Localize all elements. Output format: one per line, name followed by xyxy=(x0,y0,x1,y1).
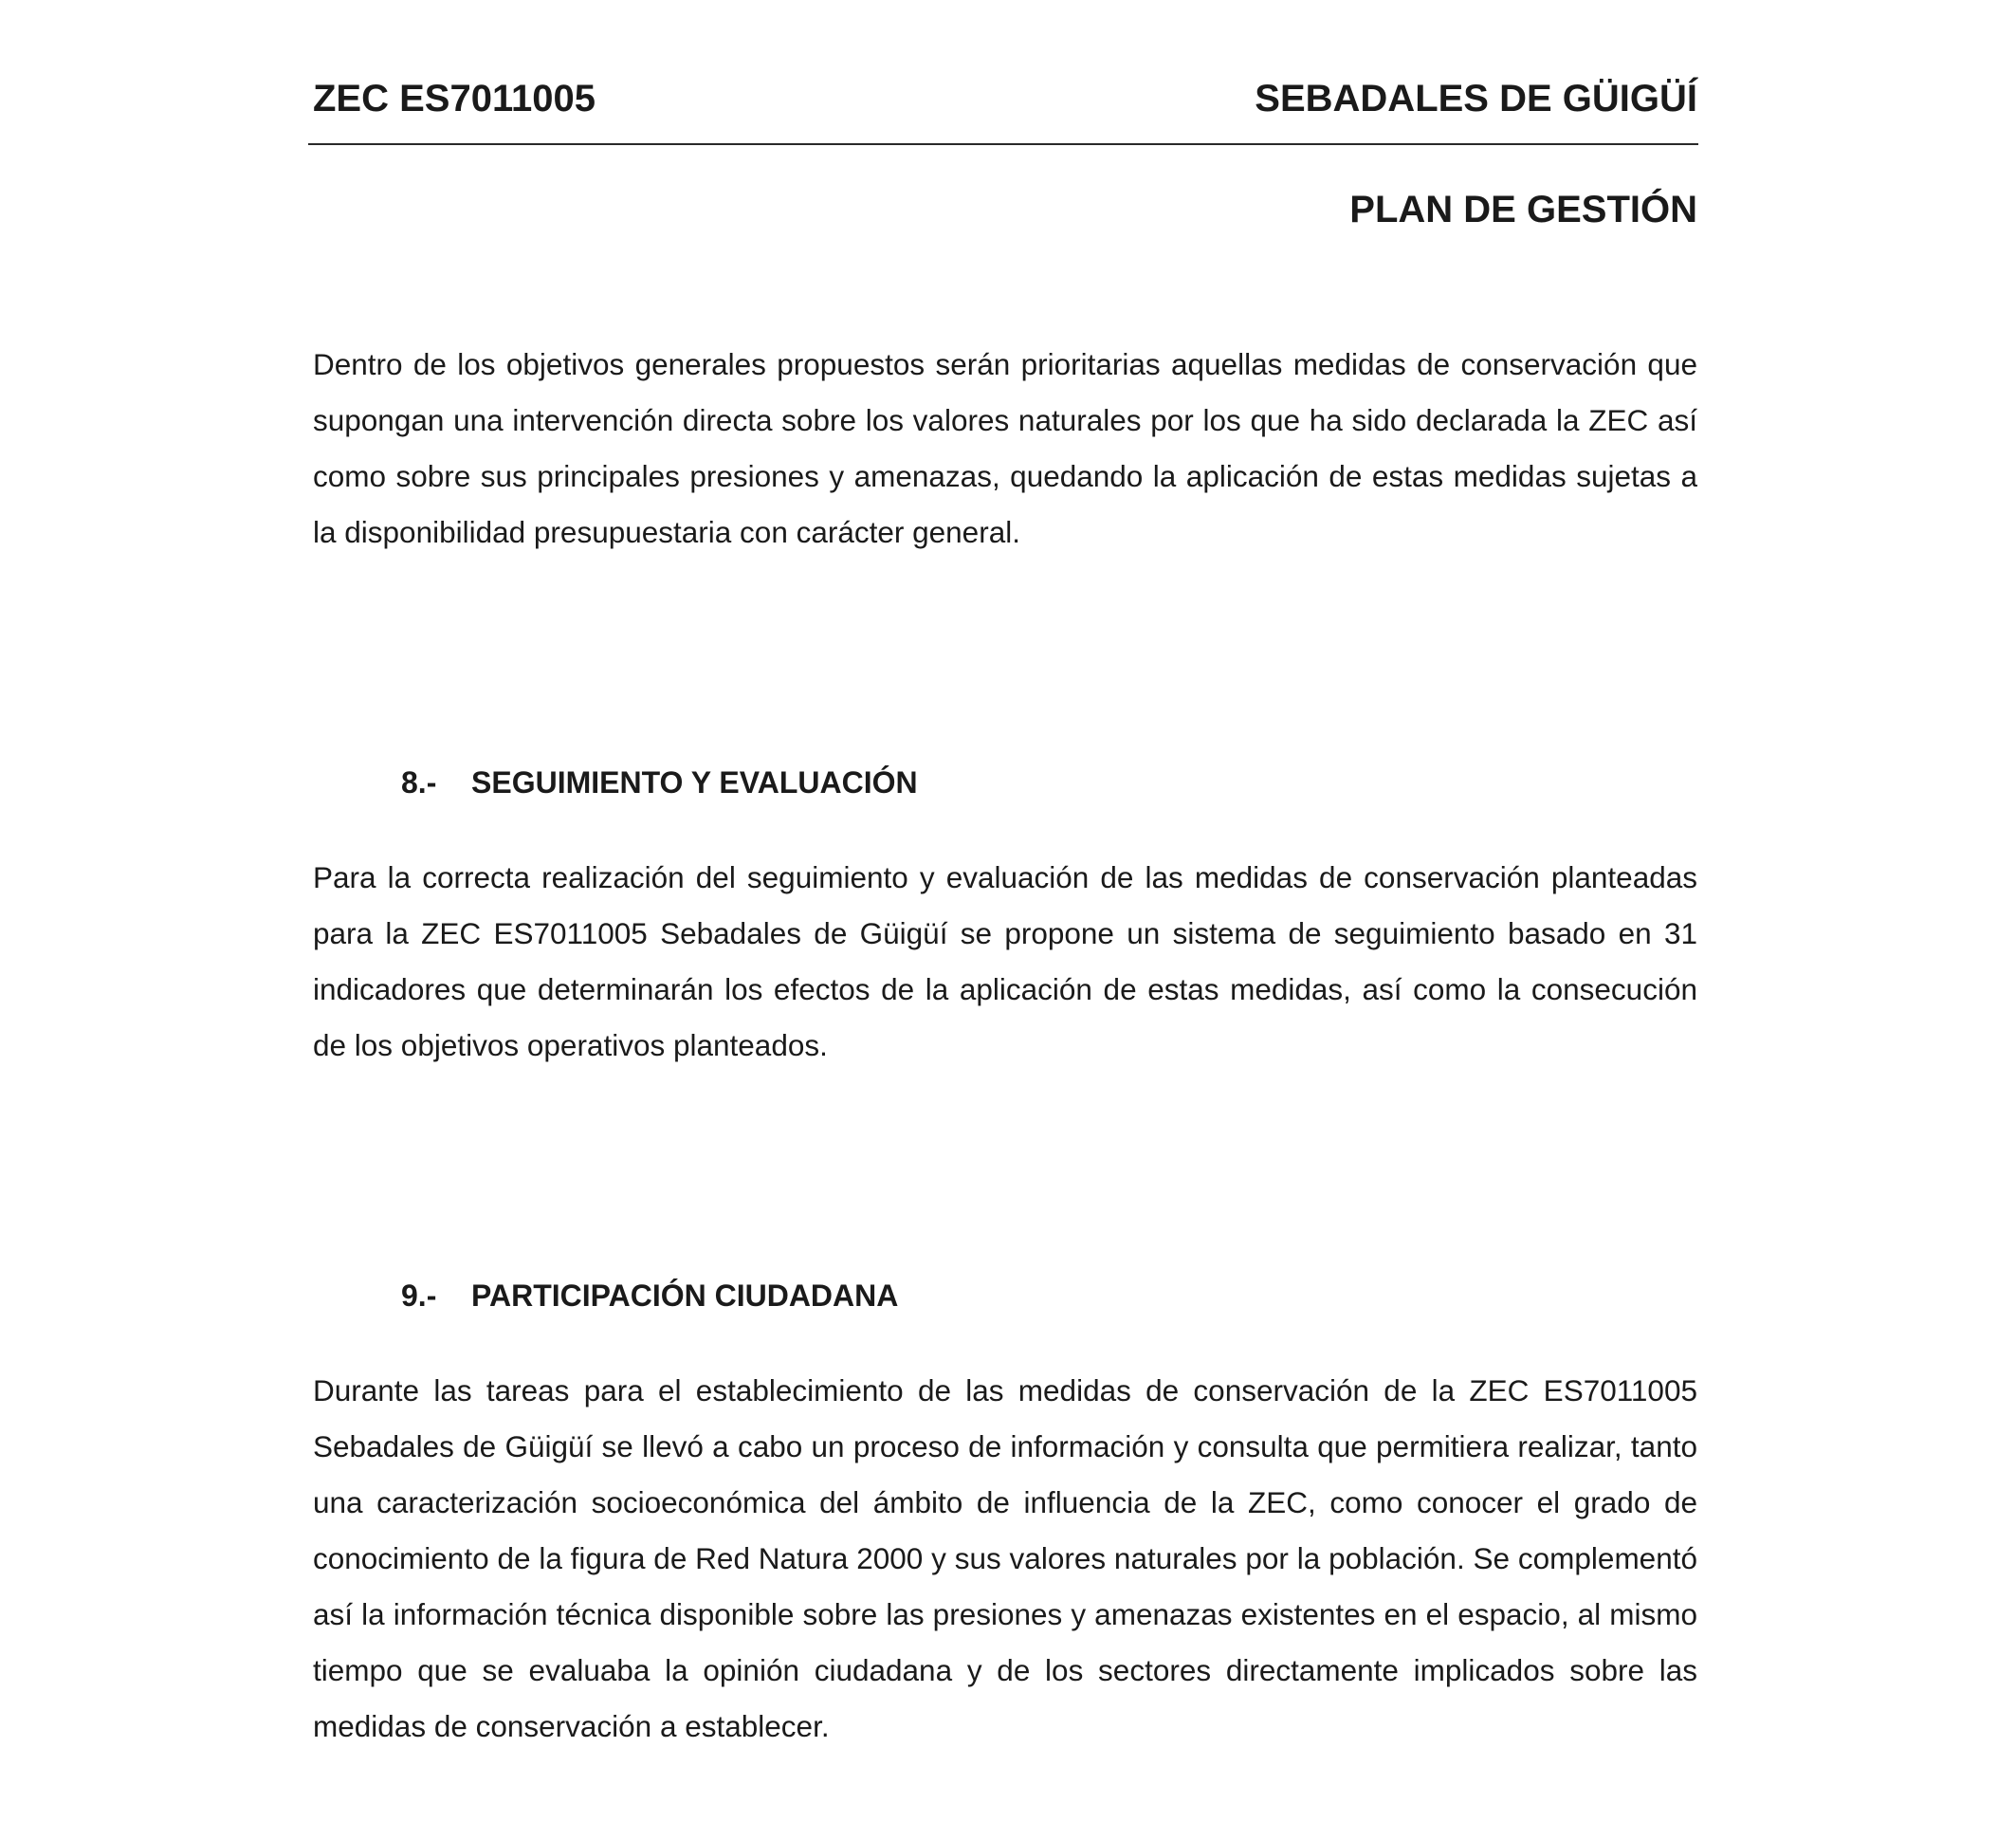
intro-paragraph: Dentro de los objetivos generales propuestos serán prioritarias aquellas medidas de conservación que supongan una intervención directa sobre los valores naturales por los que ha sido declarada la ZEC así como sobre sus principales presiones y amenazas, quedando la aplicación de estas medidas sujetas a la disponibilidad presupuestaria con carácter general. xyxy=(313,347,1697,549)
section-number: 9.- xyxy=(401,1278,437,1313)
section-title: PARTICIPACIÓN CIUDADANA xyxy=(471,1278,899,1313)
section-number: 8.- xyxy=(401,765,437,800)
section-heading-8 xyxy=(401,761,918,804)
section-8-paragraph: Para la correcta realización del seguimiento y evaluación de las medidas de conservación planteadas para la ZEC ES7011005 Sebadales de Güigüí se propone un sistema de seguimiento basado en 31 indicadores que determinarán los efectos de la aplicación de estas medidas, así como la consecución de los objetivos operativos planteados. xyxy=(313,860,1697,1062)
header-site-code: ZEC ES7011005 xyxy=(313,78,596,120)
document-subtitle: PLAN DE GESTIÓN xyxy=(1349,189,1697,230)
page-header xyxy=(313,72,1697,125)
section-heading-9 xyxy=(401,1274,898,1317)
section-title: SEGUIMIENTO Y EVALUACIÓN xyxy=(471,765,918,800)
header-divider xyxy=(308,143,1698,145)
section-9-paragraph: Durante las tareas para el establecimiento de las medidas de conservación de la ZEC ES7011005 Sebadales de Güigüí se llevó a cabo un proceso de información y consulta que permitiera realizar, tanto una caracterización socioeconómica del ámbito de influencia de la ZEC, como conocer el grado de conocimiento de la figura de Red Natura 2000 y sus valores naturales por la población. Se complementó así la información técnica disponible sobre las presiones y amenazas existentes en el espacio, al mismo tiempo que se evaluaba la opinión ciudadana y de los sectores directamente implicados sobre las medidas de conservación a establecer. xyxy=(313,1373,1697,1743)
header-site-name: SEBADALES DE GÜIGÜÍ xyxy=(1255,78,1697,120)
